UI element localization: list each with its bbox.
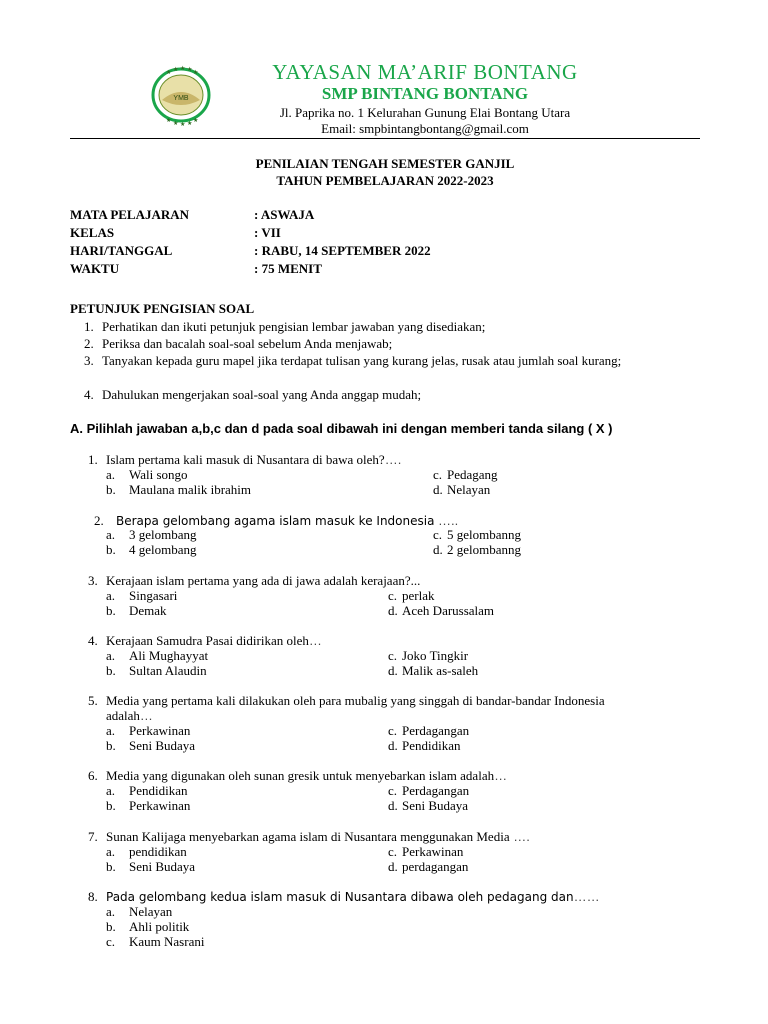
school-name: SMP BINTANG BONTANG (321, 84, 529, 103)
svg-text:★: ★ (180, 65, 186, 72)
info-label: HARI/TANGGAL (70, 243, 173, 258)
school-email: Email: smpbintangbontang@gmail.com (321, 121, 529, 136)
part-a-heading: A. Pilihlah jawaban a,b,c dan d pada soal dibawah ini dengan memberi tanda silang ( X ) (70, 421, 613, 436)
instructions-heading: PETUNJUK PENGISIAN SOAL (70, 301, 255, 316)
exam-page: YMB ★ ★ ★ ★ ★ ★ ★ ★ ★ ★ YAYASAN MA’ARIF BONTANG SMP BINTANG BONTANG Jl. Paprika no. 1 Kelurahan Gunung Elai Bontang Utara Email: smpbintangbontang@gmail.com PENILAIAN TENGAH SEMESTER GANJIL TAHUN PEMBELAJARAN 2022-2023 MATA PELAJARAN : ASWAJA KELAS : VII HARI/TANGGAL : RABU, 14 SEPTEMBER 2022 WAKTU : 75 MENIT PETUNJUK PENGISIAN SOAL 1. Perhatikan dan ikuti petunjuk pengisian lembar jawaban yang disediakan; 2. Periksa dan bacalah soal-soal sebelum Anda menjawab; 3. Tanyakan kepada guru mapel jika terdapat tulisan yang kurang jelas, rusak atau jumlah soal kurang; 4. Dahulukan mengerjakan soal-soal yang Anda anggap mudah; A. Pilihlah jawaban a,b,c dan d pada soal dibawah ini dengan memberi tanda silang ( X ) 1. Islam pertama kali masuk di Nusantara di bawa oleh?…. a. Wali songo c. Pedagang b. Maulana malik ibrahim d. Nelayan 2. Berapa gelombang agama islam masuk ke Indonesia ….. a. 3 gelombang c. 5 gelombanng b. 4 gelombang d. 2 gelombanng 3. Kerajaan islam pertama yang ada di jawa adalah kerajaan?... a. Singasari c. perlak b. Demak d. Aceh Darussalam 4. Kerajaan Samudra Pasai didirikan oleh… a. Ali Mughayyat c. Joko Tingkir b. Sultan Alaudin d. Malik as-saleh 5. Media yang pertama kali dilakukan oleh para mubalig yang singgah di bandar-bandar Indonesia adalah… a. Perkawinan c. Perdagangan b. Seni Budaya d. Pendidikan 6. Media yang digunakan oleh sunan gresik untuk menyebarkan islam adalah… a. Pendidikan c. Perdagangan b. Perkawinan d. Seni Budaya 7. Sunan Kalijaga menyebarkan agama islam di Nusantara menggunakan Media …. a. pendidikan c. Perkawinan b. Seni Budaya d. perdagangan 8. Pada gelombang kedua islam masuk di Nusantara dibawa oleh pedagang dan…… a. Nelayan b. Ahli politik c. Kaum Nasrani (0, 0, 768, 1024)
svg-text:★: ★ (166, 69, 172, 76)
svg-text:★: ★ (187, 66, 193, 73)
svg-text:★: ★ (166, 117, 172, 124)
info-label: MATA PELAJARAN (70, 207, 190, 222)
header-divider (70, 138, 700, 139)
svg-text:★: ★ (193, 69, 199, 76)
info-value: : VII (254, 225, 281, 240)
svg-text:★: ★ (173, 66, 179, 73)
svg-text:★: ★ (173, 120, 179, 126)
school-address: Jl. Paprika no. 1 Kelurahan Gunung Elai Bontang Utara (279, 105, 571, 120)
svg-text:★: ★ (193, 117, 199, 124)
svg-text:★: ★ (180, 121, 186, 126)
svg-text:★: ★ (187, 120, 193, 126)
foundation-name: YAYASAN MA’ARIF BONTANG (272, 60, 578, 84)
info-label: KELAS (70, 225, 115, 240)
info-label: WAKTU (70, 261, 120, 276)
info-value: : 75 MENIT (254, 261, 322, 276)
info-value: : ASWAJA (254, 207, 315, 222)
info-value: : RABU, 14 SEPTEMBER 2022 (254, 243, 431, 258)
exam-year: TAHUN PEMBELAJARAN 2022-2023 (276, 173, 494, 188)
exam-title: PENILAIAN TENGAH SEMESTER GANJIL (255, 156, 515, 171)
logo-text: YMB (173, 95, 189, 102)
